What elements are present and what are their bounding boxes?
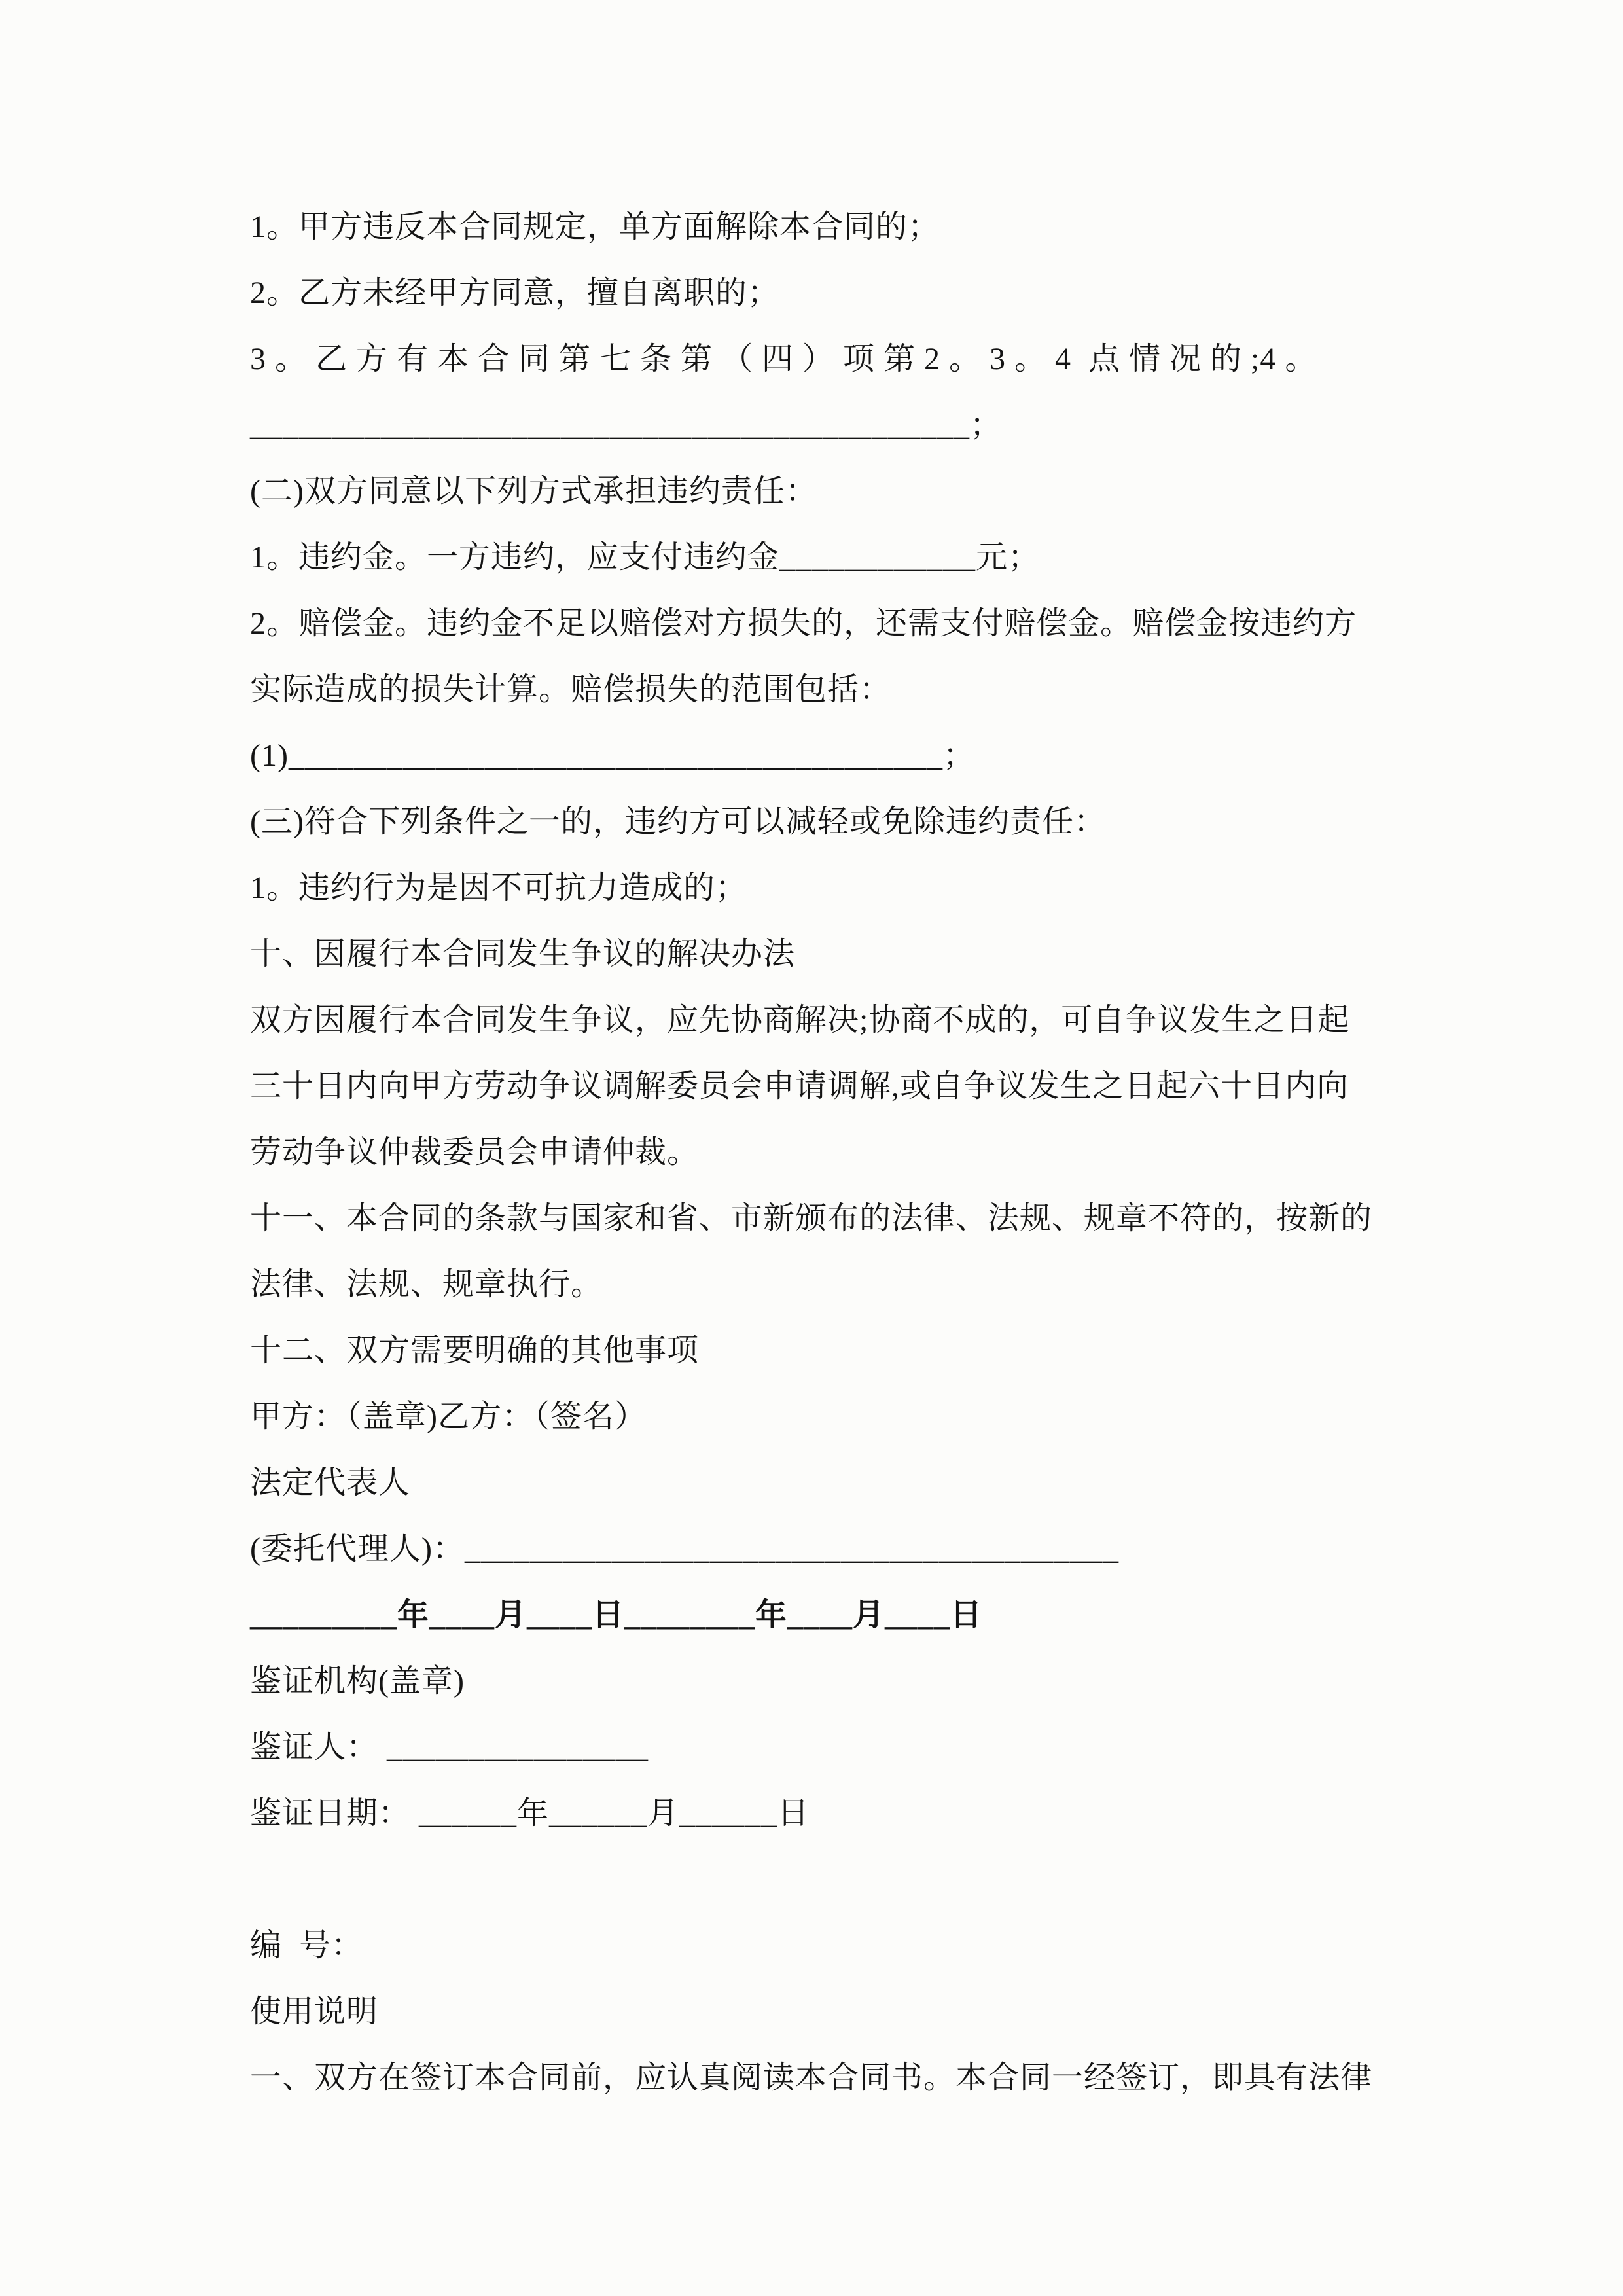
doc-section-heading: 十、因履行本合同发生争议的解决办法 — [250, 937, 796, 971]
doc-line: 双方因履行本合同发生争议，应先协商解决;协商不成的，可自争议发生之日起 — [250, 1003, 1350, 1037]
doc-attestation-blank-fill: 鉴证人： ________________ — [250, 1730, 649, 1765]
doc-line: 劳动争议仲裁委员会申请仲裁。 — [250, 1135, 700, 1170]
doc-line-blank-fill: (1)________________________________________； — [250, 738, 975, 773]
doc-signature-line: 甲方：（盖章)乙方：（签名） — [250, 1399, 647, 1434]
doc-line-blank-fill: 1。违约金。一方违约，应支付违约金____________元； — [250, 540, 1041, 575]
doc-signature-line: 法定代表人 — [250, 1465, 411, 1500]
doc-line: 三十日内向甲方劳动争议调解委员会申请调解,或自争议发生之日起六十日内向 — [250, 1069, 1349, 1103]
doc-section-heading: 十一、本合同的条款与国家和省、市新颁布的法律、法规、规章不符的，按新的 — [250, 1201, 1373, 1236]
doc-section-heading: 十二、双方需要明确的其他事项 — [250, 1333, 700, 1368]
doc-date-blank-fill: _________年____月____日________年____月____日 — [250, 1598, 983, 1632]
doc-line: 法律、法规、规章执行。 — [250, 1267, 603, 1302]
doc-line: 1。违约行为是因不可抗力造成的； — [250, 870, 748, 905]
doc-line: 2。赔偿金。违约金不足以赔偿对方损失的，还需支付赔偿金。赔偿金按违约方 — [250, 606, 1357, 641]
doc-signature-blank-fill: (委托代理人)：________________________________________ — [250, 1532, 1119, 1566]
doc-line: (三)符合下列条件之一的，违约方可以减轻或免除违约责任： — [250, 804, 1106, 839]
doc-line: (二)双方同意以下列方式承担违约责任： — [250, 474, 817, 509]
doc-line: 3 。 乙 方 有 本 合 同 第 七 条 第 （ 四 ） 项 第 2 。 3 。 4 点 情 况 的 ;4 。 — [250, 342, 1317, 376]
doc-line-blank-fill: ____________________________________________； — [250, 408, 1003, 442]
doc-line: 1。甲方违反本合同规定，单方面解除本合同的； — [250, 209, 940, 244]
doc-serial-number-line: 编 号： — [250, 1928, 364, 1963]
doc-attestation-line: 鉴证机构(盖章) — [250, 1664, 465, 1698]
doc-line: 一、双方在签订本合同前，应认真阅读本合同书。本合同一经签订，即具有法律 — [250, 2060, 1373, 2095]
doc-line: 实际造成的损失计算。赔偿损失的范围包括： — [250, 672, 892, 707]
doc-attestation-date-fill: 鉴证日期： ______年______月______日 — [250, 1796, 810, 1831]
doc-line: 2。乙方未经甲方同意，擅自离职的； — [250, 276, 780, 310]
doc-usage-notes-heading: 使用说明 — [250, 1994, 379, 2029]
